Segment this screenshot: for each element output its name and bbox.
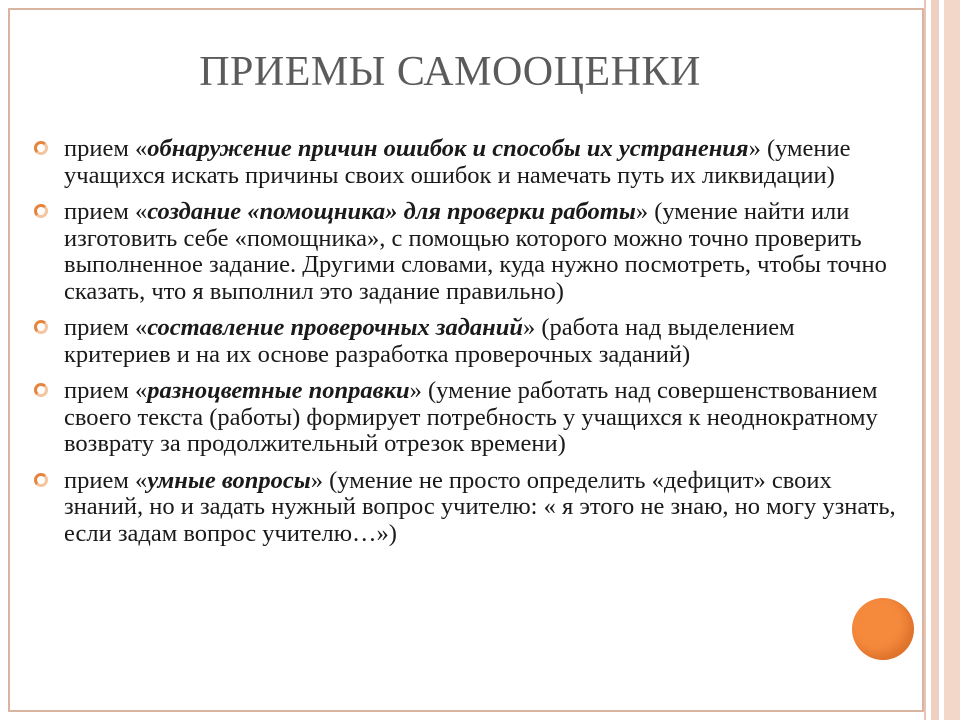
bullet-icon xyxy=(34,204,48,218)
stripe xyxy=(944,0,960,720)
item-prefix: прием « xyxy=(64,135,148,162)
bullet-icon xyxy=(34,320,48,334)
list-item xyxy=(30,136,900,189)
item-prefix: прием « xyxy=(64,377,148,404)
item-suffix: » (работа над выделением критериев и на их основе разработка проверочных заданий) xyxy=(64,314,795,368)
slide-title: ПРИЕМЫ САМООЦЕНКИ xyxy=(199,49,701,95)
bullet-icon xyxy=(34,473,48,487)
item-suffix: » (умение не просто определить «дефицит» своих знаний, но и задать нужный вопрос учителю: « я этого не знаю, но могу узнать, если задам вопрос учителю…») xyxy=(64,466,896,547)
item-emphasis: составление проверочных заданий xyxy=(147,314,523,341)
item-emphasis: разноцветные поправки xyxy=(147,377,410,404)
bullet-icon xyxy=(34,383,48,397)
item-prefix: прием « xyxy=(64,198,148,225)
list-item xyxy=(30,468,900,548)
item-emphasis: создание «помощника» для проверки работы xyxy=(147,198,636,225)
item-emphasis: умные вопросы xyxy=(147,466,311,494)
item-prefix: прием « xyxy=(64,466,148,494)
item-suffix: » (умение найти или изготовить себе «помощника», с помощью которого можно точно проверить выполненное задание. Другими словами, куда нужно посмотреть, чтобы точно сказать, что я выполнил это задание правильно) xyxy=(64,198,887,305)
list-item xyxy=(30,315,900,368)
decorative-stripes xyxy=(924,0,960,720)
stripe xyxy=(931,0,939,720)
techniques-list xyxy=(30,136,900,557)
item-suffix: » (умение работать над совершенствованием своего текста (работы) формирует потребность у учащихся к неоднократному возврату за продолжительный отрезок времени) xyxy=(64,377,878,457)
list-item xyxy=(30,378,900,458)
item-emphasis: обнаружение причин ошибок и способы их устранения xyxy=(147,135,749,162)
item-prefix: прием « xyxy=(64,314,148,341)
bullet-icon xyxy=(34,141,48,155)
orange-circle-decoration xyxy=(852,598,914,660)
list-item xyxy=(30,199,900,305)
item-suffix: » (умение учащихся искать причины своих ошибок и намечать путь их ликвидации) xyxy=(64,135,851,189)
